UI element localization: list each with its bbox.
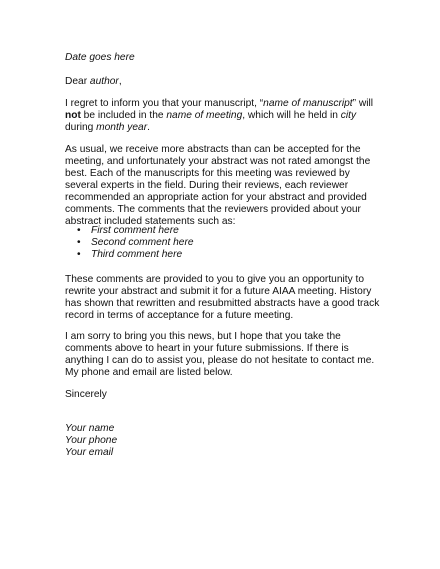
closing: Sincerely: [65, 389, 107, 400]
p1-text: .: [147, 122, 150, 133]
bullet-icon: •: [77, 249, 81, 260]
comment-list-item: [77, 237, 194, 249]
comment-list-item: [77, 249, 182, 261]
paragraph-3-line: rewrite your abstract and submit it for a future AIAA meeting. History: [65, 286, 372, 297]
paragraph-1-line-1: [65, 98, 373, 110]
p1-text: during: [65, 122, 97, 133]
manuscript-placeholder: name of manuscript: [263, 98, 353, 109]
meeting-placeholder: name of meeting: [166, 110, 243, 121]
salutation-prefix: Dear: [65, 76, 90, 87]
author-placeholder: author: [89, 76, 119, 87]
date-line: Date goes here: [65, 52, 135, 63]
p1-text: , which will he held in: [242, 110, 341, 121]
paragraph-1-line-3: [65, 122, 150, 134]
bullet-icon: •: [77, 237, 81, 248]
p1-text: I regret to inform you that your manuscript, “: [65, 98, 264, 109]
comment-placeholder: First comment here: [91, 225, 179, 236]
bullet-icon: •: [77, 225, 81, 236]
paragraph-4-line: anything I can do to assist you, please do not hesitate to contact me.: [65, 355, 375, 366]
paragraph-2-line: meeting, and unfortunately your abstract was not rated amongst the: [65, 156, 371, 167]
paragraph-2-line: recommended an appropriate action for your abstract and provided: [65, 192, 367, 203]
p1-text: ” will: [352, 98, 374, 109]
signature-name-placeholder: Your name: [65, 423, 115, 434]
signature-email-placeholder: Your email: [65, 447, 114, 458]
paragraph-4-line: I am sorry to bring you this news, but I hope that you take the: [65, 331, 341, 342]
paragraph-2-line: abstract included statements such as:: [65, 216, 236, 227]
paragraph-4-line: My phone and email are listed below.: [65, 367, 233, 378]
paragraph-2-line: several experts in the field. During their reviews, each reviewer: [65, 180, 349, 191]
paragraph-2-line: best. Each of the manuscripts for this meeting was reviewed by: [65, 168, 350, 179]
paragraph-3-line: has shown that rewritten and resubmitted abstracts have a good track: [65, 298, 380, 309]
p1-text: be included in the: [80, 110, 167, 121]
month-year-placeholder: month year: [96, 122, 148, 133]
city-placeholder: city: [340, 110, 357, 121]
paragraph-2-line: comments. The comments that the reviewers provided about your: [65, 204, 361, 215]
comment-placeholder: Third comment here: [91, 249, 183, 260]
salutation: [65, 76, 122, 88]
signature-phone-placeholder: Your phone: [65, 435, 118, 446]
emphasis-not: not: [65, 110, 81, 121]
paragraph-3-line: These comments are provided to you to give you an opportunity to: [65, 274, 365, 285]
paragraph-4-line: comments above to heart in your future submissions. If there is: [65, 343, 349, 354]
paragraph-2-line: As usual, we receive more abstracts than can be accepted for the: [65, 144, 361, 155]
paragraph-1-line-2: [65, 110, 356, 122]
comment-placeholder: Second comment here: [91, 237, 194, 248]
salutation-suffix: ,: [118, 76, 122, 87]
paragraph-3-line: record in terms of acceptance for a future meeting.: [65, 310, 294, 321]
comment-list-item: [77, 225, 179, 237]
